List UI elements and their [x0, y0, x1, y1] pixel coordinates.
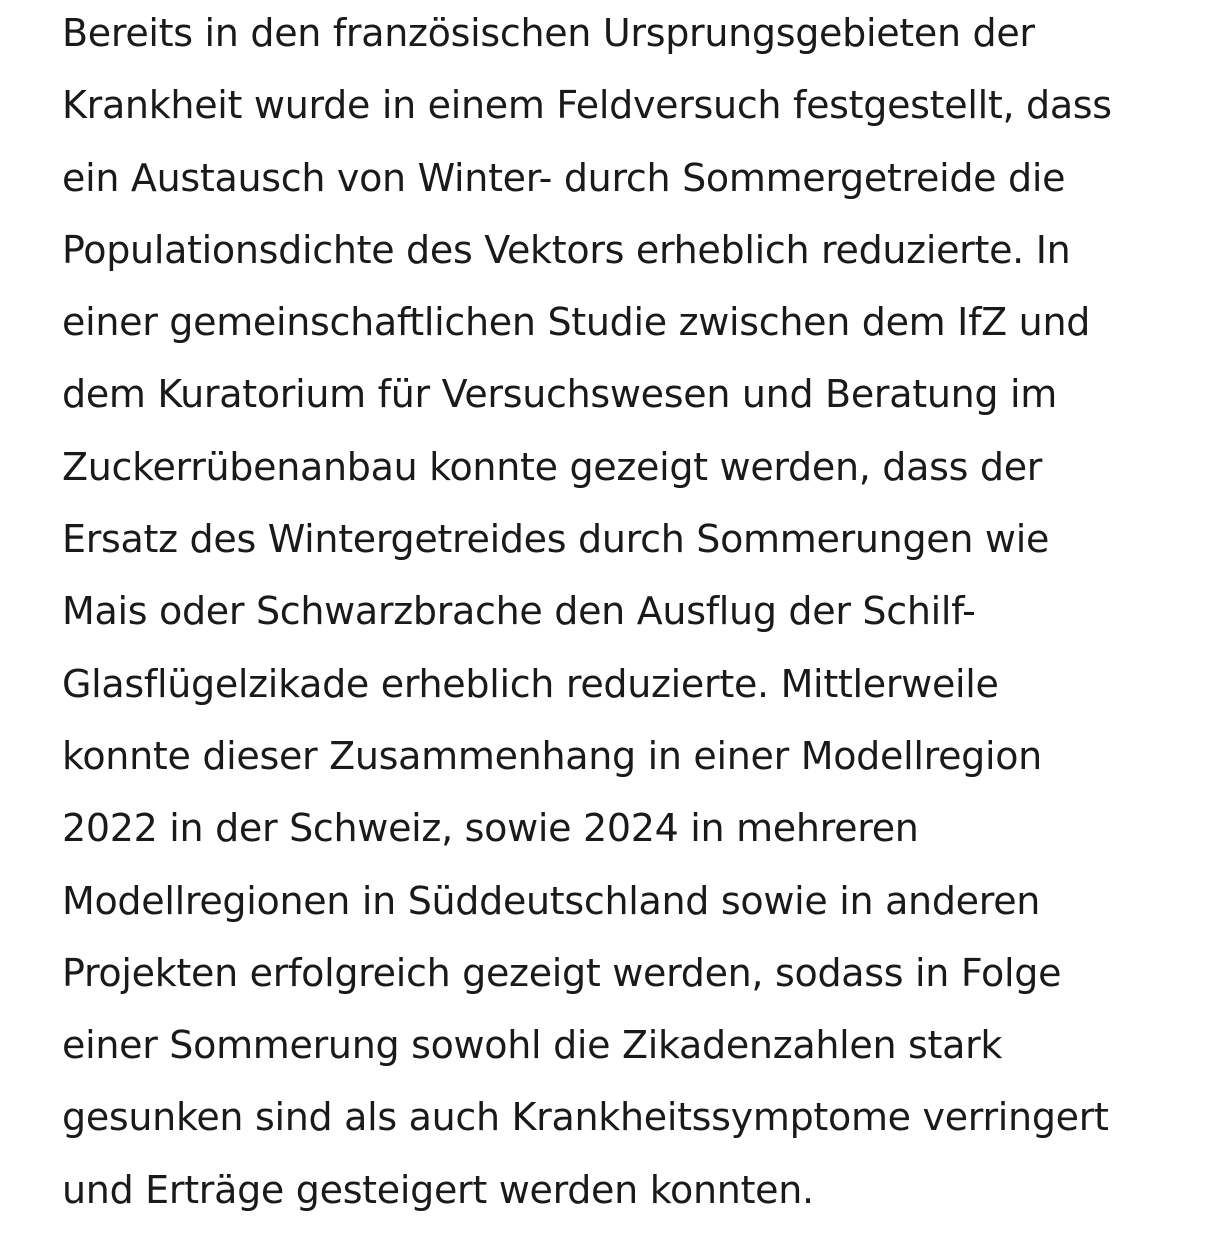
paragraph-line: einer Sommerung sowohl die Zikadenzahlen stark — [62, 1023, 1003, 1068]
paragraph-line: Mais oder Schwarzbrache den Ausflug der Schilf- — [62, 589, 976, 634]
paragraph-line: und Erträge gesteigert werden konnten. — [62, 1167, 814, 1212]
paragraph-line: Krankheit wurde in einem Feldversuch festgestellt, dass — [62, 83, 1112, 128]
paragraph-line: Zuckerrübenanbau konnte gezeigt werden, dass der — [62, 444, 1043, 489]
paragraph-line: gesunken sind als auch Krankheitssymptome verringert — [62, 1095, 1109, 1140]
paragraph-line: ein Austausch von Winter- durch Sommergetreide die — [62, 155, 1066, 200]
paragraph-line: 2022 in der Schweiz, sowie 2024 in mehreren — [62, 806, 919, 851]
paragraph-line: einer gemeinschaftlichen Studie zwischen dem IfZ und — [62, 300, 1091, 345]
paragraph-line: Modellregionen in Süddeutschland sowie in anderen — [62, 878, 1041, 923]
paragraph-line: Populationsdichte des Vektors erheblich reduzierte. In — [62, 227, 1071, 272]
paragraph-line: Projekten erfolgreich gezeigt werden, sodass in Folge — [62, 950, 1062, 995]
paragraph-line: Bereits in den französischen Ursprungsgebieten der — [62, 11, 1035, 55]
article-paragraph — [62, 0, 1172, 1226]
paragraph-line: dem Kuratorium für Versuchswesen und Beratung im — [62, 372, 1057, 417]
paragraph-line: konnte dieser Zusammenhang in einer Modellregion — [62, 733, 1042, 778]
paragraph-line: Ersatz des Wintergetreides durch Sommerungen wie — [62, 517, 1050, 562]
paragraph-line: Glasflügelzikade erheblich reduzierte. Mittlerweile — [62, 661, 999, 706]
